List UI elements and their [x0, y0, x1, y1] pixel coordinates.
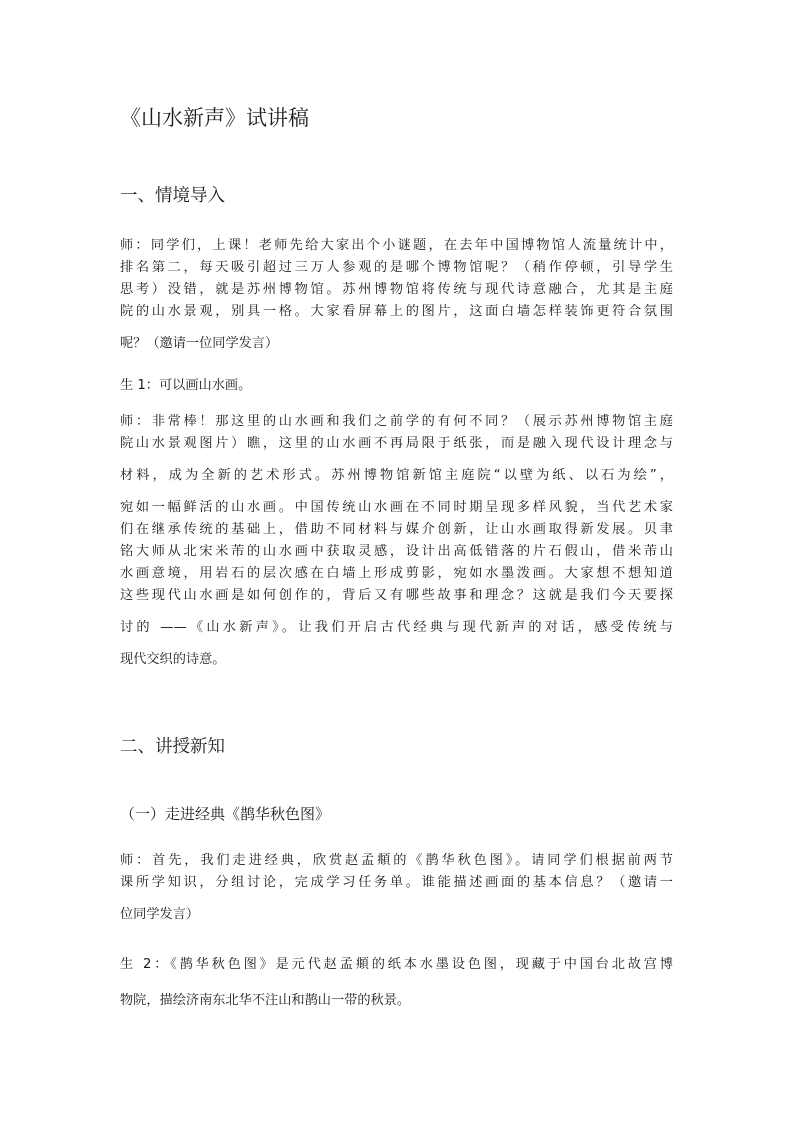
paragraph-line: 师：首先，我们走进经典，欣赏赵孟頫的《鹊华秋色图》。请同学们根据前两节 [120, 853, 673, 868]
paragraph-line: 院的山水景观，别具一格。大家看屏幕上的图片，这面白墙怎样装饰更符合氛围 [120, 304, 673, 319]
paragraph-line: 讨的 ——《山水新声》。让我们开启古代经典与现代新声的对话，感受传统与 [120, 620, 673, 635]
paragraph-teacher-intro [120, 235, 673, 355]
paragraph-line: 材料，成为全新的艺术形式。苏州博物馆新馆主庭院“以壁为纸、以石为绘”， [120, 468, 673, 483]
paragraph-student-2 [120, 954, 673, 1012]
paragraph-line: 师：同学们，上课！老师先给大家出个小谜题，在去年中国博物馆人流量统计中， [120, 238, 673, 253]
document-title: 《山水新声》试讲稿 [120, 106, 309, 130]
paragraph-line: 铭大师从北宋米芾的山水画中获取灵感，设计出高低错落的片石假山，借米芾山 [120, 544, 673, 559]
paragraph-line: 呢？（邀请一位同学发言） [120, 336, 279, 351]
section-heading-intro: 一、情境导入 [120, 186, 225, 206]
paragraph-line: 师：非常棒！那这里的山水画和我们之前学的有何不同？（展示苏州博物馆主庭 [120, 414, 673, 429]
paragraph-line: 生 1：可以画山水画。 [120, 378, 252, 393]
paragraph-line: 院山水景观图片）瞧，这里的山水画不再局限于纸张，而是融入现代设计理念与 [120, 436, 673, 451]
paragraph-line: 排名第二，每天吸引超过三万人参观的是哪个博物馆呢？（稍作停顿，引导学生 [120, 260, 673, 275]
paragraph-line: 位同学发言） [120, 907, 200, 922]
paragraph-line: 生 2：《鹊华秋色图》是元代赵孟頫的纸本水墨设色图，现藏于中国台北故宫博 [120, 957, 673, 972]
paragraph-teacher-explain [120, 411, 673, 671]
subsection-heading-classic: （一）走进经典《鹊华秋色图》 [120, 805, 331, 823]
paragraph-line: 现代交织的诗意。 [120, 652, 226, 667]
section-heading-new-knowledge: 二、讲授新知 [120, 737, 225, 757]
paragraph-student-1 [120, 375, 673, 397]
paragraph-line: 们在继承传统的基础上，借助不同材料与媒介创新，让山水画取得新发展。贝聿 [120, 522, 673, 537]
paragraph-line: 课所学知识，分组讨论，完成学习任务单。谁能描述画面的基本信息？（邀请一 [120, 875, 673, 890]
paragraph-line: 水画意境，用岩石的层次感在白墙上形成剪影，宛如水墨泼画。大家想不想知道 [120, 566, 673, 581]
paragraph-line: 思考）没错，就是苏州博物馆。苏州博物馆将传统与现代诗意融合，尤其是主庭 [120, 282, 673, 297]
paragraph-line: 宛如一幅鲜活的山水画。中国传统山水画在不同时期呈现多样风貌，当代艺术家 [120, 500, 673, 515]
paragraph-line: 物院，描绘济南东北华不注山和鹊山一带的秋景。 [120, 993, 411, 1008]
paragraph-line: 这些现代山水画是如何创作的，背后又有哪些故事和理念？这就是我们今天要探 [120, 588, 673, 603]
paragraph-teacher-classic [120, 850, 673, 926]
